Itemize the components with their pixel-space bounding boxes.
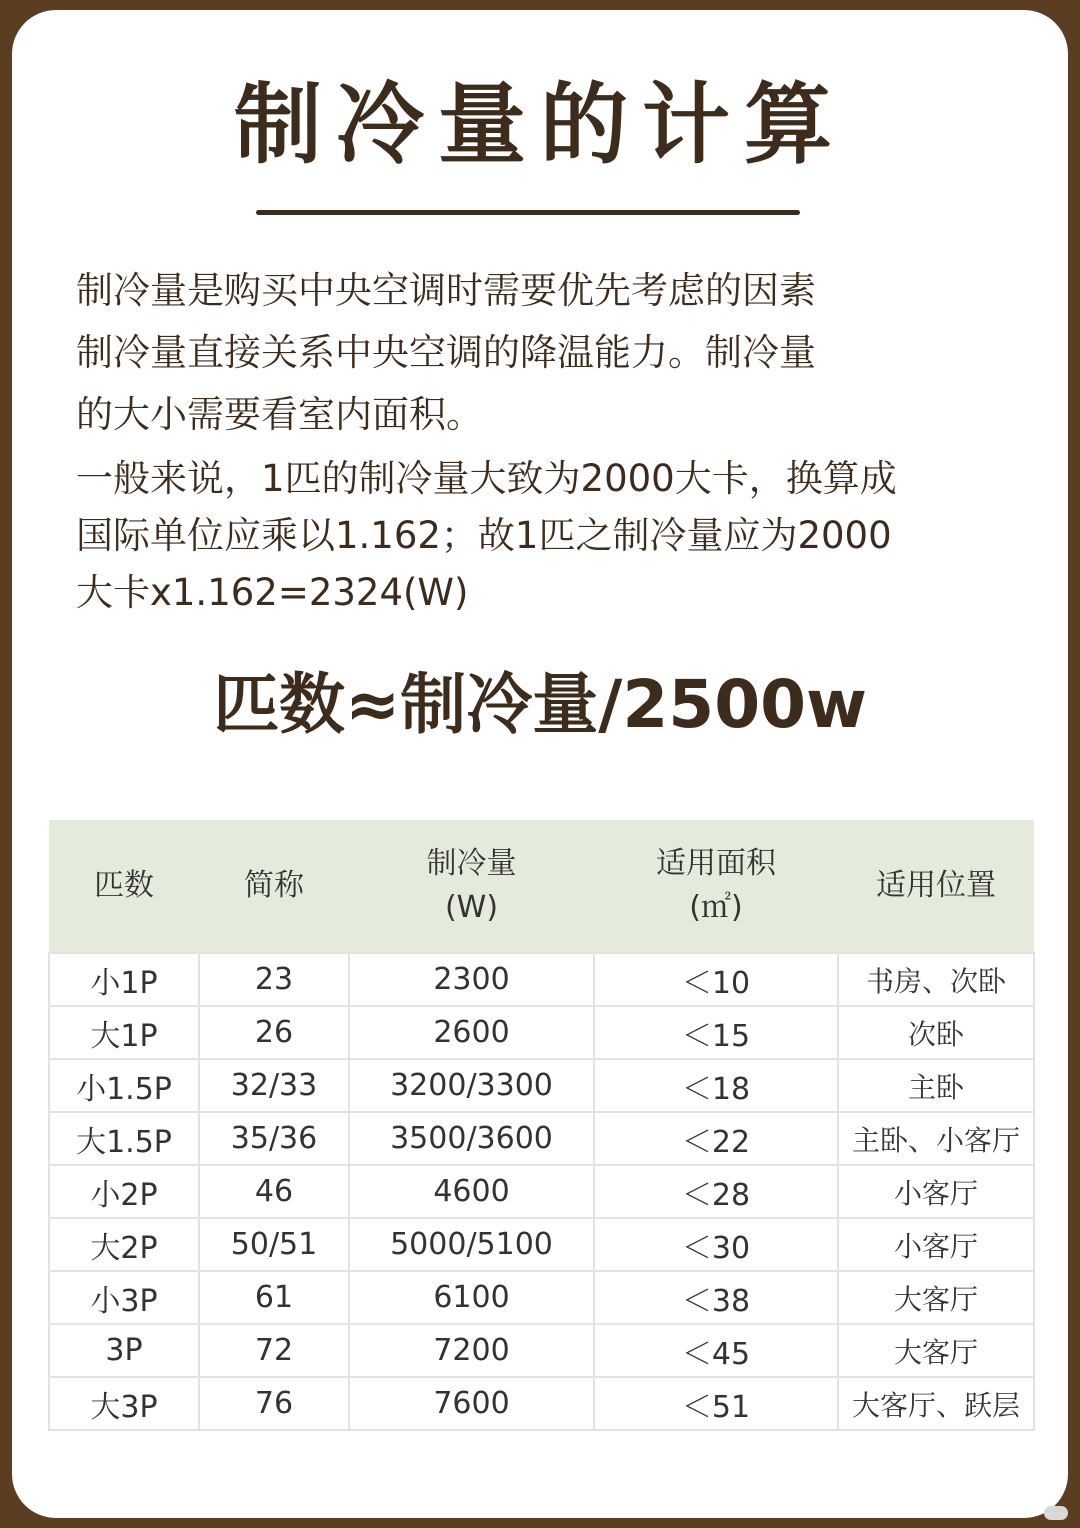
cell-location: 大客厅、跃层 — [838, 1377, 1034, 1430]
cell-capacity: 6100 — [349, 1271, 594, 1324]
intro-line: 制冷量是购买中央空调时需要优先考虑的因素 — [76, 269, 816, 312]
cell-abbr: 23 — [199, 953, 349, 1006]
cell-location: 主卧、小客厅 — [838, 1112, 1034, 1165]
cell-hp: 小1P — [49, 953, 199, 1006]
cell-abbr: 26 — [199, 1006, 349, 1059]
cell-location: 大客厅 — [838, 1324, 1034, 1377]
formula-heading: 匹数≈制冷量/2500w — [212, 666, 868, 743]
cell-capacity: 7200 — [349, 1324, 594, 1377]
cell-area: ＜15 — [594, 1006, 838, 1059]
cell-abbr: 46 — [199, 1165, 349, 1218]
table-row — [49, 1271, 1034, 1324]
table-row — [49, 1324, 1034, 1377]
page-title: 制冷量的计算 — [233, 73, 846, 176]
cell-abbr: 72 — [199, 1324, 349, 1377]
cell-capacity: 7600 — [349, 1377, 594, 1430]
header-capacity: 制冷量 (W) — [349, 820, 594, 953]
capacity-table — [48, 820, 1035, 1431]
conversion-line: 一般来说，1匹的制冷量大致为2000大卡，换算成 — [76, 457, 897, 500]
cell-location: 次卧 — [838, 1006, 1034, 1059]
cell-hp: 大3P — [49, 1377, 199, 1430]
table-row — [49, 1006, 1034, 1059]
cell-capacity: 3200/3300 — [349, 1059, 594, 1112]
conversion-line: 大卡x1.162=2324(W) — [76, 571, 469, 614]
cell-location: 书房、次卧 — [838, 953, 1034, 1006]
cell-capacity: 3500/3600 — [349, 1112, 594, 1165]
cell-location: 小客厅 — [838, 1165, 1034, 1218]
cell-location: 小客厅 — [838, 1218, 1034, 1271]
cell-hp: 大1P — [49, 1006, 199, 1059]
cell-abbr: 76 — [199, 1377, 349, 1430]
cell-area: ＜18 — [594, 1059, 838, 1112]
table-row — [49, 953, 1034, 1006]
cell-area: ＜10 — [594, 953, 838, 1006]
cell-area: ＜28 — [594, 1165, 838, 1218]
cell-area: ＜51 — [594, 1377, 838, 1430]
cell-hp: 大2P — [49, 1218, 199, 1271]
cell-capacity: 2300 — [349, 953, 594, 1006]
table-row — [49, 1218, 1034, 1271]
table-row — [49, 1377, 1034, 1430]
conversion-paragraph — [76, 450, 1016, 621]
table-row — [49, 1059, 1034, 1112]
cell-hp: 小1.5P — [49, 1059, 199, 1112]
intro-line: 制冷量直接关系中央空调的降温能力。制冷量 — [76, 331, 816, 374]
header-hp: 匹数 — [49, 820, 199, 953]
cell-abbr: 61 — [199, 1271, 349, 1324]
header-location: 适用位置 — [838, 820, 1034, 953]
cell-hp: 大1.5P — [49, 1112, 199, 1165]
cell-location: 主卧 — [838, 1059, 1034, 1112]
watermark-badge — [1044, 1506, 1068, 1520]
cell-hp: 3P — [49, 1324, 199, 1377]
cell-hp: 小2P — [49, 1165, 199, 1218]
header-area: 适用面积 (㎡) — [594, 820, 838, 953]
cell-abbr: 50/51 — [199, 1218, 349, 1271]
cell-capacity: 4600 — [349, 1165, 594, 1218]
cell-location: 大客厅 — [838, 1271, 1034, 1324]
cell-capacity: 5000/5100 — [349, 1218, 594, 1271]
cell-area: ＜38 — [594, 1271, 838, 1324]
cell-hp: 小3P — [49, 1271, 199, 1324]
cell-abbr: 35/36 — [199, 1112, 349, 1165]
intro-paragraph — [76, 260, 1016, 446]
cell-area: ＜30 — [594, 1218, 838, 1271]
content-card — [12, 10, 1068, 1518]
cell-capacity: 2600 — [349, 1006, 594, 1059]
intro-line: 的大小需要看室内面积。 — [76, 393, 483, 436]
table-header-row — [49, 820, 1034, 953]
table-row — [49, 1165, 1034, 1218]
header-abbr: 简称 — [199, 820, 349, 953]
cell-abbr: 32/33 — [199, 1059, 349, 1112]
cell-area: ＜22 — [594, 1112, 838, 1165]
conversion-line: 国际单位应乘以1.162；故1匹之制冷量应为2000 — [76, 514, 892, 557]
table-row — [49, 1112, 1034, 1165]
cell-area: ＜45 — [594, 1324, 838, 1377]
title-divider — [256, 210, 800, 215]
